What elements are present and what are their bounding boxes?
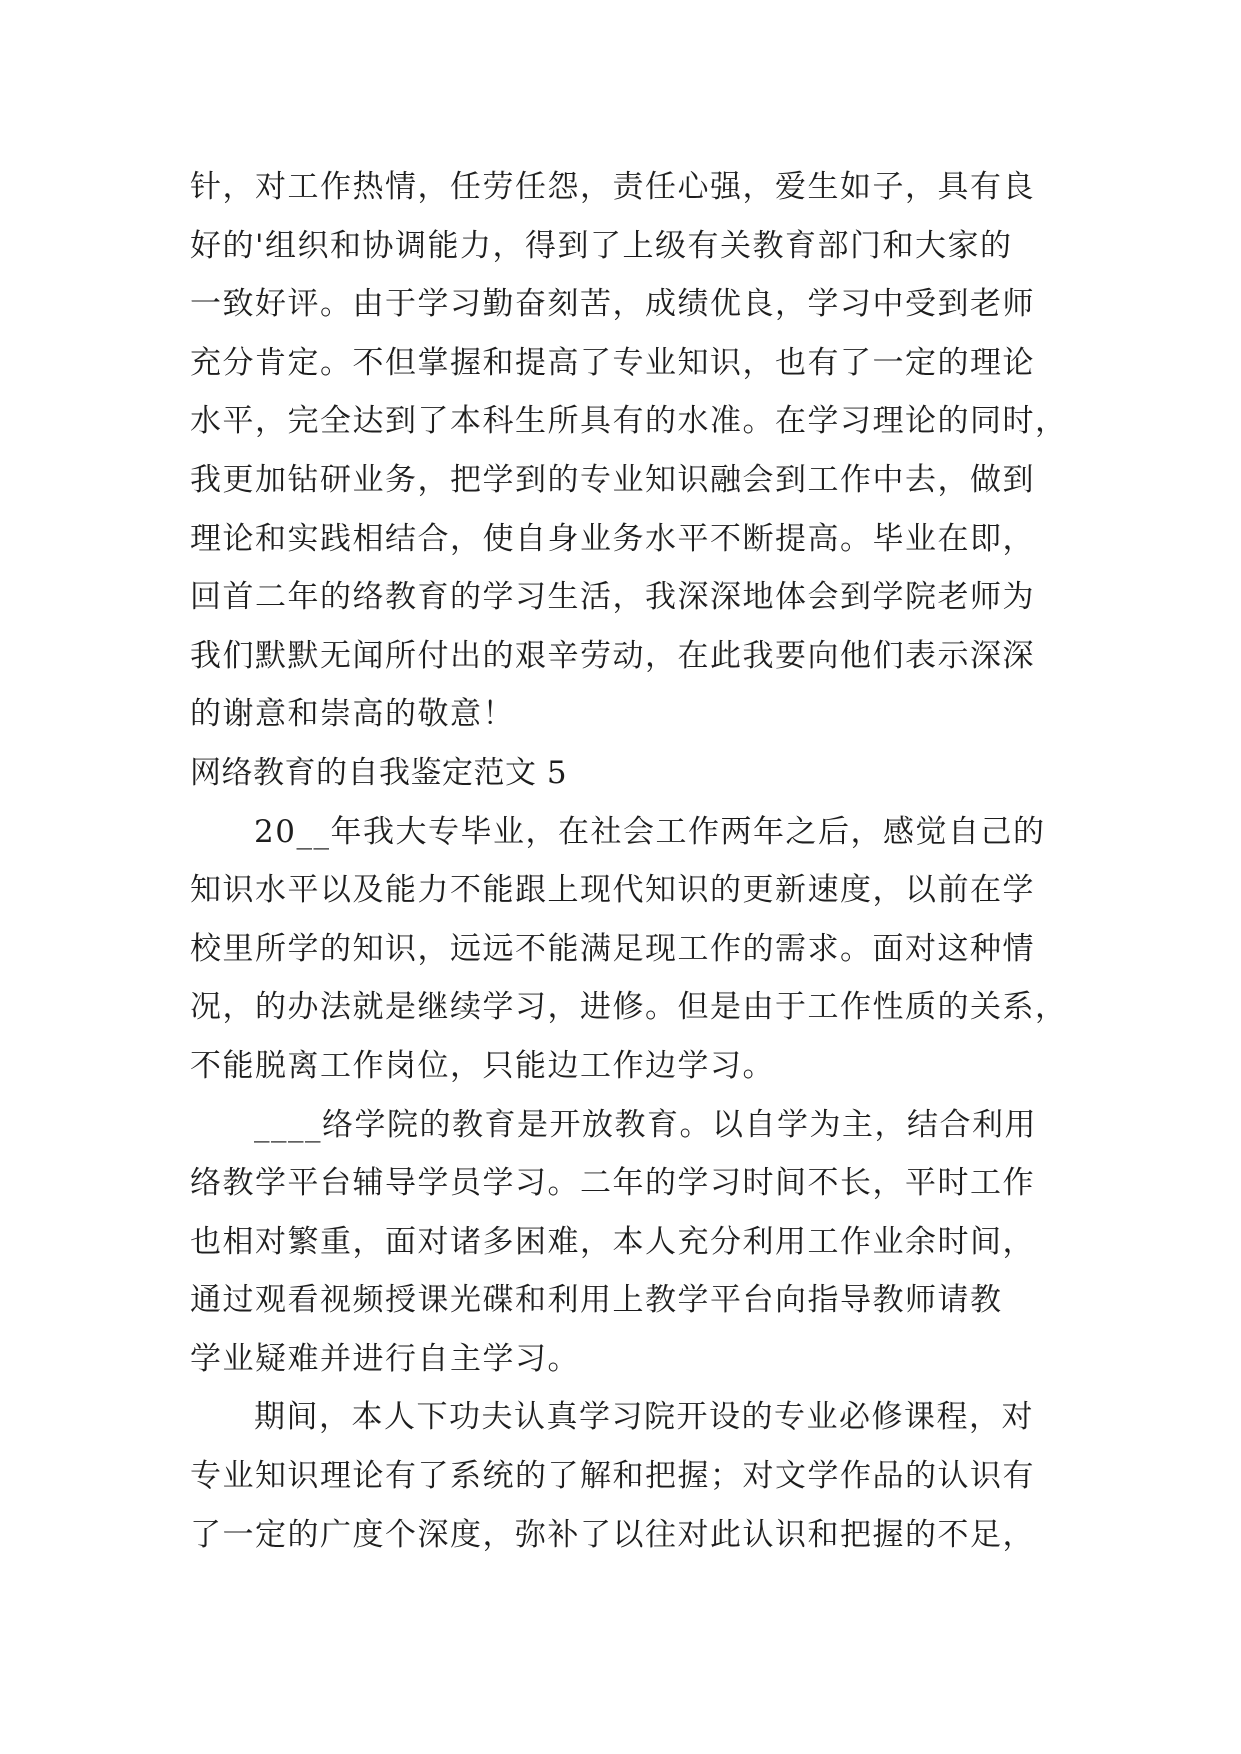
text-line: 针，对工作热情，任劳任怨，责任心强，爱生如子，具有良 bbox=[190, 169, 1035, 205]
text-line: 了一定的广度个深度，弥补了以往对此认识和把握的不足， bbox=[190, 1516, 1035, 1553]
text-line: 也相对繁重，面对诸多困难，本人充分利用工作业余时间， bbox=[190, 1223, 1035, 1260]
paragraph-2 bbox=[190, 803, 1070, 1096]
text-line: 我们默默无闻所付出的艰辛劳动，在此我要向他们表示深深 bbox=[190, 637, 1035, 674]
text-line: 一致好评。由于学习勤奋刻苦，成绩优良，学习中受到老师 bbox=[190, 286, 1035, 323]
text-line: 校里所学的知识，远远不能满足现工作的需求。面对这种情 bbox=[190, 930, 1035, 967]
text-line: 况，的办法就是继续学习，进修。但是由于工作性质的关系， bbox=[190, 989, 1068, 1026]
text-line: 好的'组织和协调能力，得到了上级有关教育部门和大家的 bbox=[190, 227, 1013, 264]
text-line: 通过观看视频授课光碟和利用上教学平台向指导教师请教 bbox=[190, 1282, 1003, 1319]
text-line: ____络学院的教育是开放教育。以自学为主，结合利用 bbox=[254, 1106, 1037, 1143]
text-line: 充分肯定。不但掌握和提高了专业知识，也有了一定的理论 bbox=[190, 344, 1035, 381]
text-line: 回首二年的络教育的学习生活，我深深地体会到学院老师为 bbox=[190, 579, 1035, 616]
text-line: 水平，完全达到了本科生所具有的水准。在学习理论的同时， bbox=[190, 403, 1068, 440]
text-line: 络教学平台辅导学员学习。二年的学习时间不长，平时工作 bbox=[190, 1165, 1035, 1202]
text-line: 的谢意和崇高的敬意！ bbox=[190, 696, 515, 733]
paragraph-3 bbox=[190, 1096, 1070, 1389]
text-line: 期间，本人下功夫认真学习院开设的专业必修课程，对 bbox=[254, 1399, 1034, 1436]
document-body bbox=[190, 158, 1070, 1564]
text-line: 理论和实践相结合，使自身业务水平不断提高。毕业在即， bbox=[190, 520, 1035, 557]
section-heading: 网络教育的自我鉴定范文 5 bbox=[190, 754, 568, 791]
text-line: 专业知识理论有了系统的了解和把握；对文学作品的认识有 bbox=[190, 1458, 1035, 1495]
text-line: 不能脱离工作岗位，只能边工作边学习。 bbox=[190, 1047, 775, 1084]
paragraph-1 bbox=[190, 158, 1070, 744]
paragraph-4 bbox=[190, 1388, 1070, 1564]
text-line: 知识水平以及能力不能跟上现代知识的更新速度，以前在学 bbox=[190, 872, 1035, 909]
text-line: 我更加钻研业务，把学到的专业知识融会到工作中去，做到 bbox=[190, 461, 1035, 498]
text-line: 学业疑难并进行自主学习。 bbox=[190, 1340, 580, 1377]
text-line: 20__年我大专毕业，在社会工作两年之后，感觉自己的 bbox=[254, 813, 1046, 850]
